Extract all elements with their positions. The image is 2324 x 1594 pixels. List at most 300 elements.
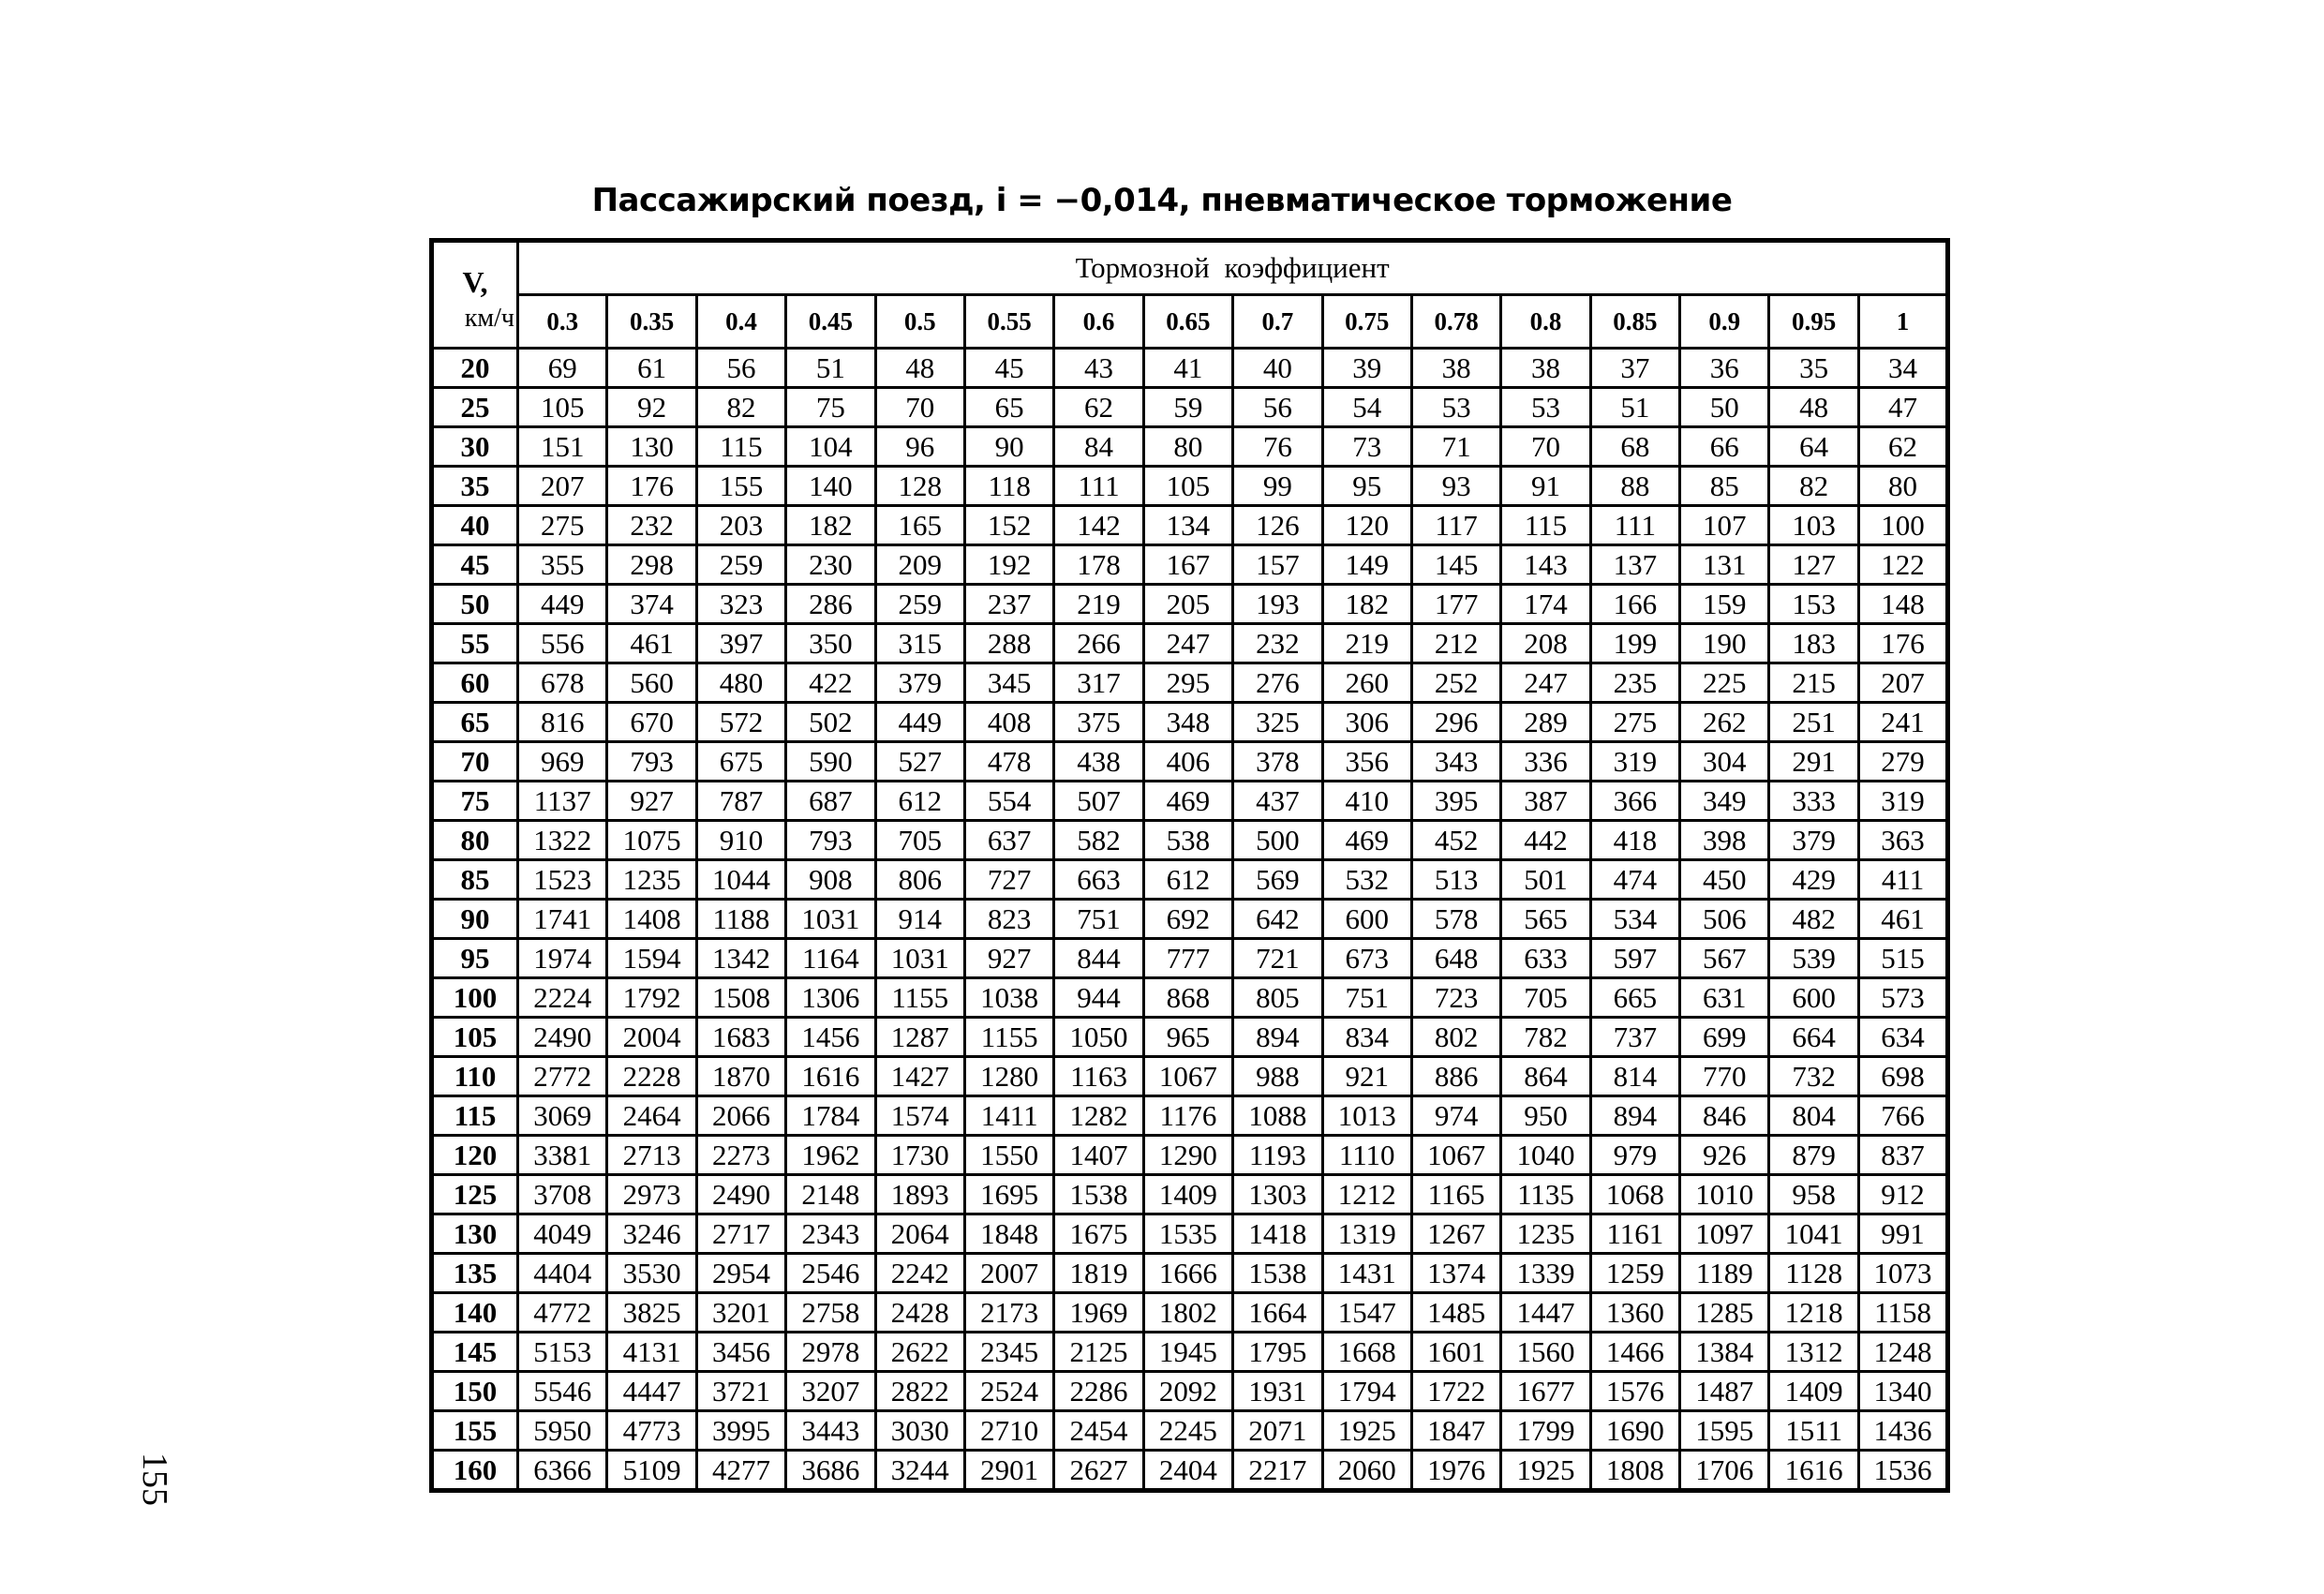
value-cell: 209 [875,545,964,585]
value-cell: 3246 [607,1214,696,1254]
value-cell: 5546 [518,1372,607,1411]
value-cell: 3456 [696,1333,785,1372]
speed-symbol: V, [462,265,488,299]
value-cell: 1976 [1411,1451,1500,1491]
value-cell: 104 [786,427,875,467]
value-cell: 43 [1054,349,1143,388]
value-cell: 1312 [1769,1333,1858,1372]
speed-cell: 40 [432,506,518,545]
value-cell: 350 [786,624,875,663]
value-cell: 2343 [786,1214,875,1254]
value-cell: 507 [1054,782,1143,821]
value-cell: 1407 [1054,1136,1143,1175]
value-cell: 538 [1143,821,1232,860]
value-cell: 4773 [607,1411,696,1451]
value-cell: 894 [1233,1018,1322,1057]
value-cell: 642 [1233,900,1322,939]
value-cell: 705 [1501,978,1590,1018]
value-cell: 259 [875,585,964,624]
value-cell: 452 [1411,821,1500,860]
value-cell: 1267 [1411,1214,1500,1254]
value-cell: 2454 [1054,1411,1143,1451]
value-cell: 2092 [1143,1372,1232,1411]
coefficient-header: 0.8 [1501,295,1590,349]
value-cell: 279 [1858,742,1947,782]
value-cell: 1848 [964,1214,1053,1254]
speed-cell: 100 [432,978,518,1018]
value-cell: 1176 [1143,1096,1232,1136]
value-cell: 325 [1233,703,1322,742]
value-cell: 1706 [1680,1451,1769,1491]
value-cell: 76 [1233,427,1322,467]
coefficient-header: 0.55 [964,295,1053,349]
value-cell: 2901 [964,1451,1053,1491]
value-cell: 3530 [607,1254,696,1293]
value-cell: 142 [1054,506,1143,545]
value-cell: 1683 [696,1018,785,1057]
value-cell: 1322 [518,821,607,860]
value-cell: 176 [1858,624,1947,663]
value-cell: 45 [964,349,1053,388]
value-cell: 306 [1322,703,1411,742]
value-cell: 93 [1411,467,1500,506]
value-cell: 379 [875,663,964,703]
value-cell: 578 [1411,900,1500,939]
value-cell: 502 [786,703,875,742]
value-cell: 232 [1233,624,1322,663]
value-cell: 600 [1769,978,1858,1018]
value-cell: 1925 [1501,1451,1590,1491]
value-cell: 118 [964,467,1053,506]
table-row [432,782,1948,821]
value-cell: 782 [1501,1018,1590,1057]
value-cell: 1594 [607,939,696,978]
value-cell: 145 [1411,545,1500,585]
value-cell: 120 [1322,506,1411,545]
value-cell: 73 [1322,427,1411,467]
value-cell: 96 [875,427,964,467]
table-row [432,939,1948,978]
value-cell: 597 [1590,939,1679,978]
value-cell: 1741 [518,900,607,939]
value-cell: 131 [1680,545,1769,585]
value-cell: 315 [875,624,964,663]
value-cell: 37 [1590,349,1679,388]
speed-unit: км/ч [464,303,514,333]
value-cell: 375 [1054,703,1143,742]
value-cell: 437 [1233,782,1322,821]
page-number: 155 [135,1452,174,1506]
coefficient-header: 0.4 [696,295,785,349]
value-cell: 1290 [1143,1136,1232,1175]
value-cell: 1137 [518,782,607,821]
value-cell: 1235 [1501,1214,1590,1254]
value-cell: 379 [1769,821,1858,860]
value-cell: 663 [1054,860,1143,900]
value-cell: 806 [875,860,964,900]
value-cell: 1303 [1233,1175,1322,1214]
table-row [432,978,1948,1018]
value-cell: 398 [1680,821,1769,860]
speed-cell: 145 [432,1333,518,1372]
value-cell: 166 [1590,585,1679,624]
value-cell: 1485 [1411,1293,1500,1333]
value-cell: 1235 [607,860,696,900]
value-cell: 560 [607,663,696,703]
value-cell: 3995 [696,1411,785,1451]
value-cell: 944 [1054,978,1143,1018]
speed-cell: 160 [432,1451,518,1491]
value-cell: 1411 [964,1096,1053,1136]
value-cell: 805 [1233,978,1322,1018]
value-cell: 474 [1590,860,1679,900]
value-cell: 793 [786,821,875,860]
table-row [432,703,1948,742]
coefficient-header: 0.7 [1233,295,1322,349]
value-cell: 411 [1858,860,1947,900]
value-cell: 80 [1143,427,1232,467]
value-cell: 167 [1143,545,1232,585]
value-cell: 3443 [786,1411,875,1451]
speed-cell: 135 [432,1254,518,1293]
value-cell: 65 [964,388,1053,427]
value-cell: 2822 [875,1372,964,1411]
value-cell: 1870 [696,1057,785,1096]
value-cell: 90 [964,427,1053,467]
coefficient-header: 0.5 [875,295,964,349]
value-cell: 95 [1322,467,1411,506]
value-cell: 673 [1322,939,1411,978]
value-cell: 958 [1769,1175,1858,1214]
value-cell: 442 [1501,821,1590,860]
value-cell: 53 [1411,388,1500,427]
value-cell: 979 [1590,1136,1679,1175]
value-cell: 988 [1233,1057,1322,1096]
value-cell: 469 [1143,782,1232,821]
value-cell: 408 [964,703,1053,742]
speed-cell: 30 [432,427,518,467]
value-cell: 2242 [875,1254,964,1293]
table-row [432,1057,1948,1096]
value-cell: 1695 [964,1175,1053,1214]
value-cell: 1547 [1322,1293,1411,1333]
value-cell: 554 [964,782,1053,821]
value-cell: 247 [1143,624,1232,663]
value-cell: 47 [1858,388,1947,427]
value-cell: 1794 [1322,1372,1411,1411]
value-cell: 165 [875,506,964,545]
value-cell: 61 [607,349,696,388]
value-cell: 215 [1769,663,1858,703]
value-cell: 4277 [696,1451,785,1491]
value-cell: 1040 [1501,1136,1590,1175]
value-cell: 48 [1769,388,1858,427]
value-cell: 1666 [1143,1254,1232,1293]
value-cell: 732 [1769,1057,1858,1096]
value-cell: 1068 [1590,1175,1679,1214]
table-body [432,349,1948,1491]
value-cell: 2490 [696,1175,785,1214]
value-cell: 1974 [518,939,607,978]
value-cell: 105 [518,388,607,427]
value-cell: 600 [1322,900,1411,939]
value-cell: 5950 [518,1411,607,1451]
value-cell: 1280 [964,1057,1053,1096]
value-cell: 288 [964,624,1053,663]
value-cell: 965 [1143,1018,1232,1057]
coefficient-header: 0.35 [607,295,696,349]
value-cell: 356 [1322,742,1411,782]
value-cell: 237 [964,585,1053,624]
value-cell: 1722 [1411,1372,1500,1411]
table-row [432,742,1948,782]
table-row [432,1293,1948,1333]
table-row [432,388,1948,427]
value-cell: 68 [1590,427,1679,467]
value-cell: 664 [1769,1018,1858,1057]
value-cell: 469 [1322,821,1411,860]
value-cell: 193 [1233,585,1322,624]
coefficient-header: 0.6 [1054,295,1143,349]
value-cell: 2004 [607,1018,696,1057]
value-cell: 927 [964,939,1053,978]
value-cell: 500 [1233,821,1322,860]
value-cell: 62 [1054,388,1143,427]
value-cell: 2490 [518,1018,607,1057]
value-cell: 1945 [1143,1333,1232,1372]
value-cell: 1248 [1858,1333,1947,1372]
value-cell: 2064 [875,1214,964,1254]
value-cell: 2428 [875,1293,964,1333]
value-cell: 232 [607,506,696,545]
value-cell: 66 [1680,427,1769,467]
value-cell: 1360 [1590,1293,1679,1333]
table-row [432,545,1948,585]
value-cell: 208 [1501,624,1590,663]
value-cell: 2286 [1054,1372,1143,1411]
value-cell: 70 [875,388,964,427]
value-cell: 1677 [1501,1372,1590,1411]
value-cell: 1135 [1501,1175,1590,1214]
value-cell: 56 [1233,388,1322,427]
value-cell: 1616 [786,1057,875,1096]
value-cell: 397 [696,624,785,663]
value-cell: 969 [518,742,607,782]
value-cell: 251 [1769,703,1858,742]
table-row [432,585,1948,624]
value-cell: 461 [1858,900,1947,939]
speed-cell: 125 [432,1175,518,1214]
value-cell: 723 [1411,978,1500,1018]
value-cell: 71 [1411,427,1500,467]
braking-distance-table [429,238,1950,1493]
value-cell: 1792 [607,978,696,1018]
value-cell: 572 [696,703,785,742]
value-cell: 2066 [696,1096,785,1136]
value-cell: 1560 [1501,1333,1590,1372]
value-cell: 1285 [1680,1293,1769,1333]
value-cell: 1456 [786,1018,875,1057]
value-cell: 1319 [1322,1214,1411,1254]
table-row [432,467,1948,506]
coefficient-header: 0.78 [1411,295,1500,349]
value-cell: 1808 [1590,1451,1679,1491]
value-cell: 241 [1858,703,1947,742]
value-cell: 62 [1858,427,1947,467]
coefficient-header: 1 [1858,295,1947,349]
table-row [432,349,1948,388]
brake-coefficient-group-header: Тормозной коэффициент [518,241,1948,295]
value-cell: 567 [1680,939,1769,978]
value-cell: 35 [1769,349,1858,388]
value-cell: 787 [696,782,785,821]
value-cell: 1031 [786,900,875,939]
value-cell: 2978 [786,1333,875,1372]
value-cell: 1282 [1054,1096,1143,1136]
value-cell: 2622 [875,1333,964,1372]
value-cell: 2524 [964,1372,1053,1411]
value-cell: 174 [1501,585,1590,624]
value-cell: 1601 [1411,1333,1500,1372]
value-cell: 921 [1322,1057,1411,1096]
value-cell: 151 [518,427,607,467]
value-cell: 2464 [607,1096,696,1136]
table-row [432,663,1948,703]
value-cell: 1409 [1769,1372,1858,1411]
table-row [432,1333,1948,1372]
value-cell: 1664 [1233,1293,1322,1333]
value-cell: 1128 [1769,1254,1858,1293]
coefficient-header: 0.3 [518,295,607,349]
value-cell: 1799 [1501,1411,1590,1451]
value-cell: 1436 [1858,1411,1947,1451]
value-cell: 91 [1501,467,1590,506]
header-row-group [432,241,1948,295]
value-cell: 298 [607,545,696,585]
value-cell: 212 [1411,624,1500,663]
value-cell: 117 [1411,506,1500,545]
value-cell: 1668 [1322,1333,1411,1372]
value-cell: 1097 [1680,1214,1769,1254]
value-cell: 879 [1769,1136,1858,1175]
value-cell: 727 [964,860,1053,900]
value-cell: 2546 [786,1254,875,1293]
value-cell: 1595 [1680,1411,1769,1451]
value-cell: 199 [1590,624,1679,663]
value-cell: 1110 [1322,1136,1411,1175]
value-cell: 4404 [518,1254,607,1293]
value-cell: 148 [1858,585,1947,624]
value-cell: 3244 [875,1451,964,1491]
value-cell: 105 [1143,467,1232,506]
speed-cell: 20 [432,349,518,388]
value-cell: 1418 [1233,1214,1322,1254]
speed-cell: 80 [432,821,518,860]
value-cell: 2173 [964,1293,1053,1333]
value-cell: 122 [1858,545,1947,585]
value-cell: 4131 [607,1333,696,1372]
speed-cell: 105 [432,1018,518,1057]
value-cell: 777 [1143,939,1232,978]
value-cell: 418 [1590,821,1679,860]
speed-cell: 25 [432,388,518,427]
table-row [432,1018,1948,1057]
value-cell: 247 [1501,663,1590,703]
value-cell: 323 [696,585,785,624]
value-cell: 2713 [607,1136,696,1175]
value-cell: 291 [1769,742,1858,782]
value-cell: 705 [875,821,964,860]
table-row [432,1214,1948,1254]
speed-column-header [432,241,518,349]
value-cell: 183 [1769,624,1858,663]
value-cell: 1340 [1858,1372,1947,1411]
value-cell: 176 [607,467,696,506]
value-cell: 1075 [607,821,696,860]
value-cell: 1730 [875,1136,964,1175]
value-cell: 143 [1501,545,1590,585]
value-cell: 974 [1411,1096,1500,1136]
value-cell: 192 [964,545,1053,585]
value-cell: 51 [786,349,875,388]
value-cell: 816 [518,703,607,742]
value-cell: 103 [1769,506,1858,545]
value-cell: 422 [786,663,875,703]
value-cell: 837 [1858,1136,1947,1175]
value-cell: 4049 [518,1214,607,1254]
value-cell: 1073 [1858,1254,1947,1293]
value-cell: 276 [1233,663,1322,703]
value-cell: 140 [786,467,875,506]
value-cell: 54 [1322,388,1411,427]
value-cell: 1675 [1054,1214,1143,1254]
value-cell: 846 [1680,1096,1769,1136]
value-cell: 1690 [1590,1411,1679,1451]
value-cell: 573 [1858,978,1947,1018]
value-cell: 304 [1680,742,1769,782]
value-cell: 3069 [518,1096,607,1136]
value-cell: 1447 [1501,1293,1590,1333]
value-cell: 50 [1680,388,1769,427]
value-cell: 1784 [786,1096,875,1136]
value-cell: 336 [1501,742,1590,782]
value-cell: 1384 [1680,1333,1769,1372]
speed-cell: 130 [432,1214,518,1254]
speed-cell: 75 [432,782,518,821]
value-cell: 698 [1858,1057,1947,1096]
speed-cell: 55 [432,624,518,663]
value-cell: 296 [1411,703,1500,742]
value-cell: 449 [518,585,607,624]
value-cell: 262 [1680,703,1769,742]
value-cell: 751 [1322,978,1411,1018]
value-cell: 38 [1411,349,1500,388]
value-cell: 478 [964,742,1053,782]
value-cell: 3686 [786,1451,875,1491]
value-cell: 914 [875,900,964,939]
value-cell: 252 [1411,663,1500,703]
value-cell: 2404 [1143,1451,1232,1491]
value-cell: 107 [1680,506,1769,545]
value-cell: 1893 [875,1175,964,1214]
speed-cell: 110 [432,1057,518,1096]
value-cell: 92 [607,388,696,427]
value-cell: 1538 [1233,1254,1322,1293]
value-cell: 1050 [1054,1018,1143,1057]
value-cell: 319 [1590,742,1679,782]
value-cell: 387 [1501,782,1590,821]
value-cell: 814 [1590,1057,1679,1096]
